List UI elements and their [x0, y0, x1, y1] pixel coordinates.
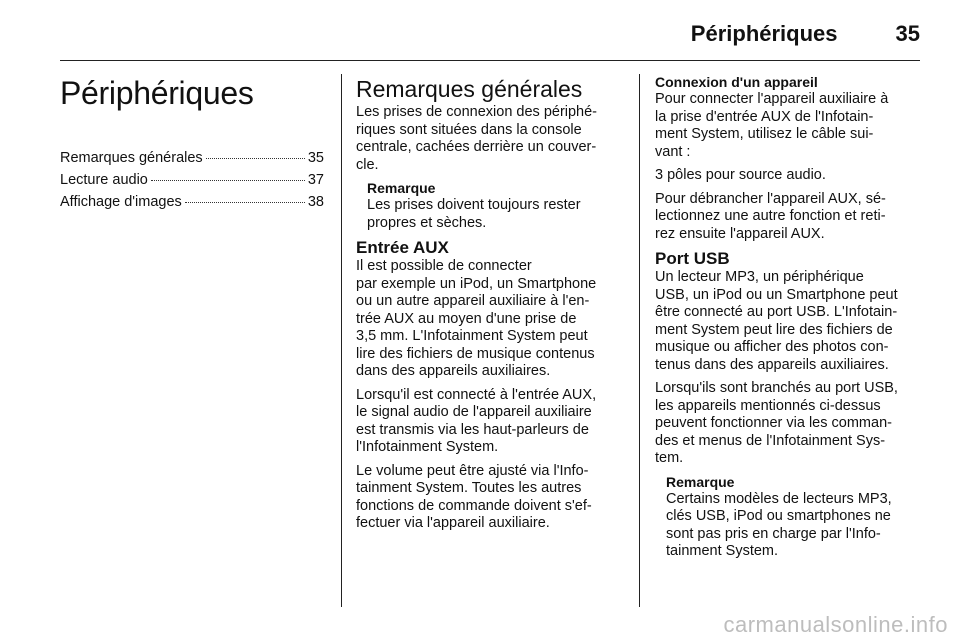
- page-header: [60, 14, 920, 54]
- column-divider: [639, 74, 640, 607]
- usb-paragraph-2: Lorsqu'ils sont branchés au port USB, les appareils mentionnés ci-dessus peuvent fonctionner via les comman- des et menus de l'Infotainment Sys- tem.: [655, 380, 898, 466]
- section-title: Remarques générales: [356, 76, 583, 102]
- aux-paragraph-2: Lorsqu'il est connecté à l'entrée AUX, le signal audio de l'appareil auxiliaire est transmis via les haut-parleurs de l'Infotainment System.: [356, 386, 597, 455]
- aux-title: Entrée AUX: [356, 238, 449, 257]
- note-text: Certains modèles de lecteurs MP3, clés USB, iPod ou smartphones ne sont pas pris en charge par l'Info- tainment System.: [666, 490, 892, 559]
- general-remarks-column: [356, 74, 622, 539]
- usb-column: [655, 74, 921, 567]
- aux-paragraph-3: Le volume peut être ajusté via l'Info- tainment System. Toutes les autres fonctions de commande doivent s'ef- fectuer via l'appareil auxiliaire.: [356, 462, 592, 531]
- table-of-contents: [60, 150, 324, 216]
- connect-paragraph-2: 3 pôles pour source audio.: [655, 167, 826, 183]
- toc-leader: [206, 158, 305, 159]
- watermark: carmanualsonline.info: [723, 612, 948, 637]
- note-heading: Remarque: [367, 180, 436, 196]
- toc-entry[interactable]: [60, 172, 324, 194]
- toc-entry[interactable]: [60, 194, 324, 216]
- toc-label: Affichage d'images: [60, 194, 182, 210]
- toc-leader: [185, 202, 305, 203]
- toc-leader: [151, 180, 305, 181]
- toc-page: 37: [307, 172, 324, 188]
- header-rule: [60, 60, 920, 61]
- connect-paragraph-1: Pour connecter l'appareil auxiliaire à la prise d'entrée AUX de l'Infotain- ment System, utilisez le câble sui- vant :: [655, 91, 889, 160]
- connect-title: Connexion d'un appareil: [655, 74, 818, 90]
- toc-label: Lecture audio: [60, 172, 148, 188]
- toc-page: 38: [307, 194, 324, 210]
- column-divider: [341, 74, 342, 607]
- usb-title: Port USB: [655, 249, 730, 268]
- note-box: [367, 180, 622, 232]
- note-heading: Remarque: [666, 473, 735, 490]
- toc-entry[interactable]: [60, 150, 324, 172]
- chapter-title: Périphériques: [60, 75, 254, 111]
- note-text: Les prises doivent toujours rester propres et sèches.: [367, 197, 581, 231]
- intro-paragraph: Les prises de connexion des périphé- riques sont situées dans la console centrale, cachées derrière un couver- cle.: [356, 104, 598, 173]
- note-box: [666, 474, 921, 561]
- page-number: 35: [895, 21, 920, 46]
- chapter-column: [60, 74, 324, 216]
- aux-paragraph-1: Il est possible de connecter par exemple un iPod, un Smartphone ou un autre appareil auxiliaire à l'en- trée AUX au moyen d'une prise de 3,5 mm. L'Infotainment System peut lire des fichiers de musique contenus dans des appareils auxiliaires.: [356, 258, 597, 379]
- toc-page: 35: [307, 150, 324, 166]
- connect-paragraph-3: Pour débrancher l'appareil AUX, sé- lectionnez une autre fonction et reti- rez ensuite l'appareil AUX.: [655, 190, 886, 242]
- header-title: Périphériques: [690, 21, 838, 46]
- toc-label: Remarques générales: [60, 150, 203, 166]
- usb-paragraph-1: Un lecteur MP3, un périphérique USB, un iPod ou un Smartphone peut être connecté au port USB. L'Infotain- ment System peut lire des fichiers de musique ou afficher des photos con- tenus dans des appareils auxiliaires.: [655, 269, 898, 373]
